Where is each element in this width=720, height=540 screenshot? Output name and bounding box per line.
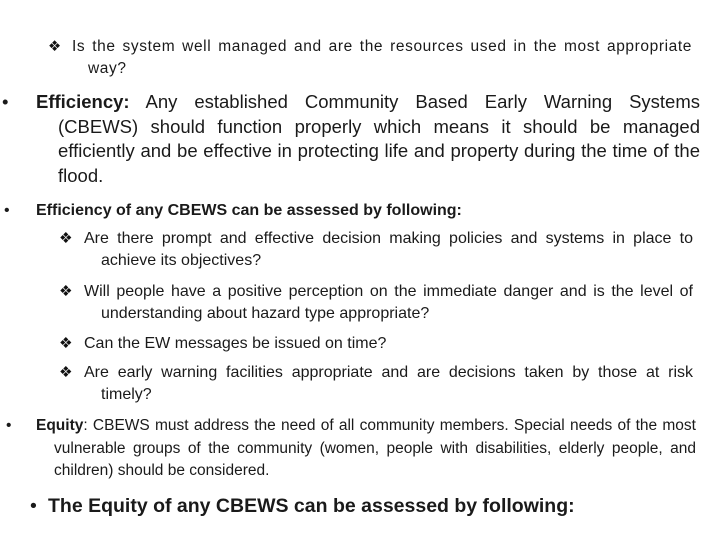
bullet-text: Are early warning facilities appropriate and are decisions taken by those at risk timely? [84,364,693,403]
sub-bullet-system-managed: ❖ Is the system well managed and are the resources used in the most appropriate way? [48,38,692,77]
sub-bullet-decision-policies: ❖ Are there prompt and effective decision making policies and systems in place to achieve its objectives? [59,230,693,269]
sub-bullet-perception: ❖ Will people have a positive perception on the immediate danger and is the level of understanding about hazard type appropriate? [59,283,693,322]
bullet-text: Can the EW messages be issued on time? [84,335,387,352]
sub-bullet-ew-messages: ❖ Can the EW messages be issued on time? [59,335,387,352]
sub-bullet-facilities: ❖ Are early warning facilities appropriate and are decisions taken by those at risk timely? [59,364,693,403]
bullet-text: Is the system well managed and are the resources used in the most appropriate way? [72,38,692,77]
bullet-bold-label: The Equity of any CBEWS can be assessed by following: [48,495,575,517]
bullet-bold-label: Efficiency: [36,91,130,112]
bullet-bold-label: Efficiency of any CBEWS can be assessed by following: [36,202,462,219]
bullet-text: Any established Community Based Early Warning Systems (CBEWS) should function properly which means it should be managed efficiently and be effective in protecting life and property during the time of the flood. [58,91,700,186]
bullet-equity: • Equity: CBEWS must address the need of all community members. Special needs of the most vulnerable groups of the community (women, people with disabilities, elderly people, and children) should be considered. [6,417,696,479]
bullet-text: Are there prompt and effective decision making policies and systems in place to achieve its objectives? [84,230,693,269]
bullet-efficiency-assessment: • Efficiency of any CBEWS can be assessed by following: [4,202,462,219]
bullet-efficiency: • Efficiency: Any established Community Based Early Warning Systems (CBEWS) should function properly which means it should be managed efficiently and be effective in protecting life and property during the time of the flood. [2,91,700,186]
bullet-text: Will people have a positive perception on the immediate danger and is the level of understanding about hazard type appropriate? [84,283,693,322]
bullet-equity-assessment: • The Equity of any CBEWS can be assessed by following: [30,495,575,517]
bullet-text: : CBEWS must address the need of all community members. Special needs of the most vulnerable groups of the community (women, people with disabilities, elderly people, and children) should be considered. [54,417,696,479]
bullet-bold-label: Equity [36,417,84,434]
